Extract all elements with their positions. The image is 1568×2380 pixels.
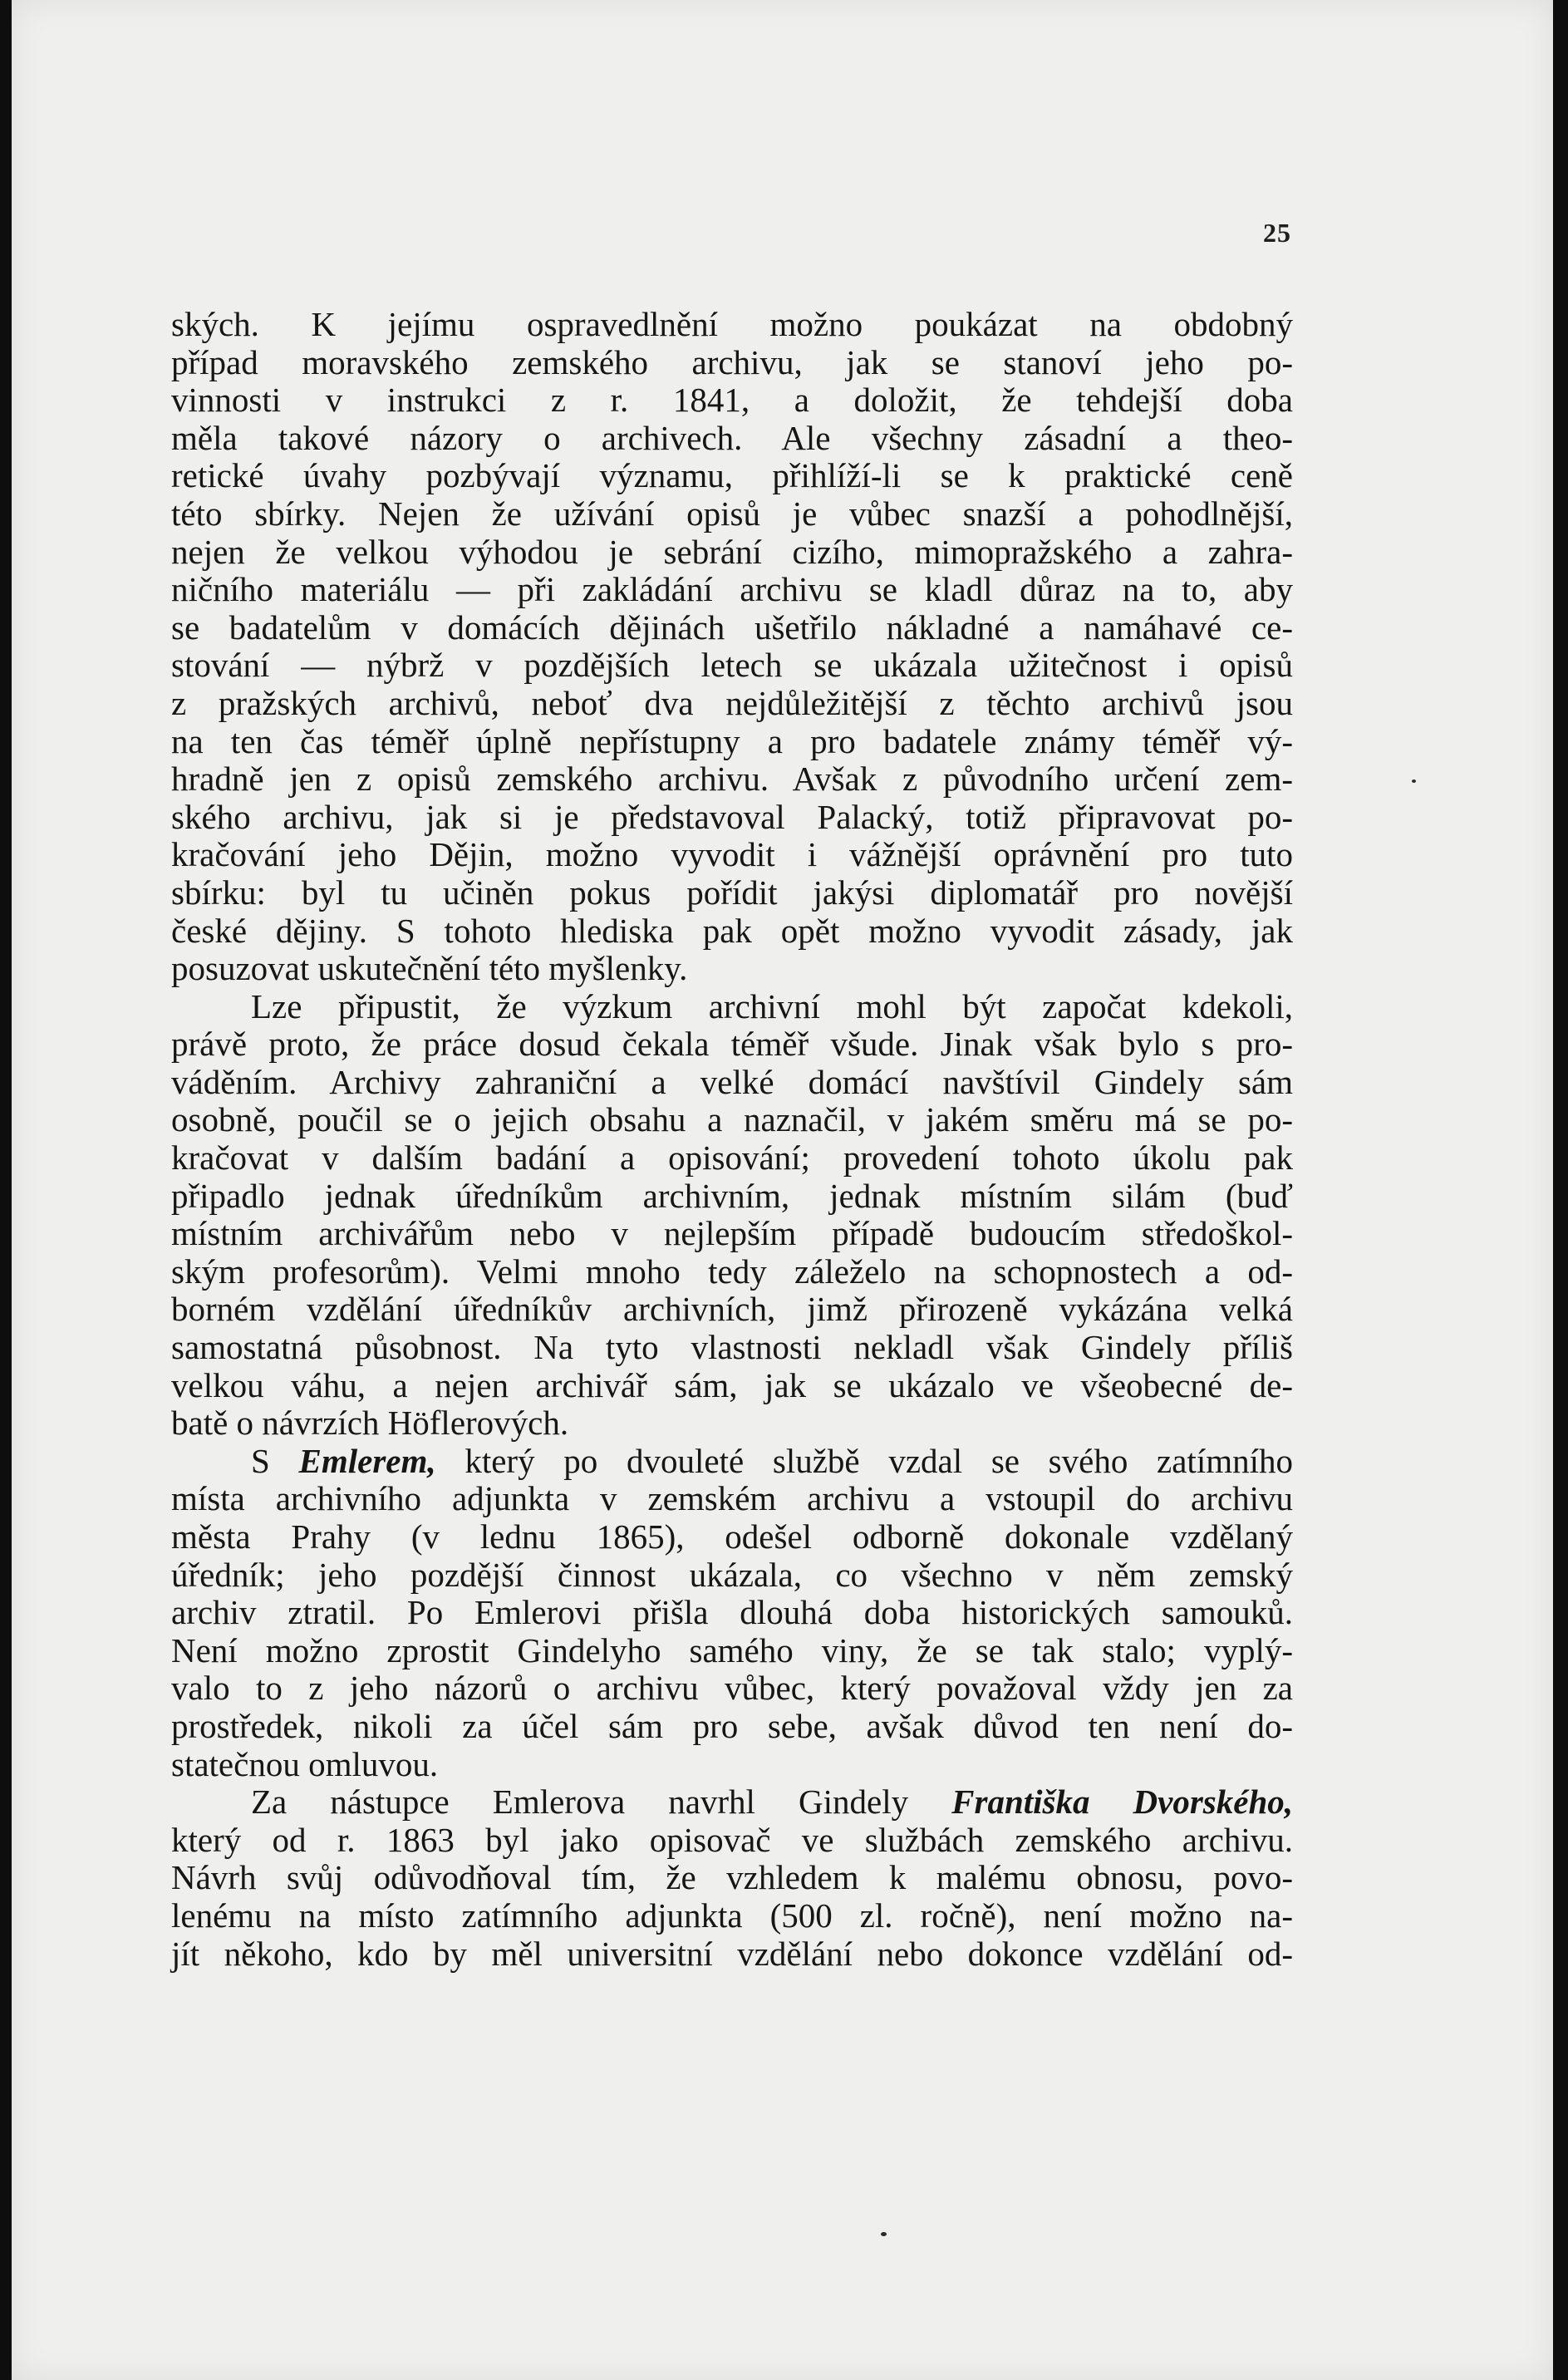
line-rest: který po dvouleté službě vzdal se svého zatímního — [435, 1441, 1293, 1480]
text-line: místním archivářům nebo v nejlepším případě budoucím středoškol- — [171, 1214, 1293, 1253]
text-line: právě proto, že práce dosud čekala téměř všude. Jinak však bylo s pro- — [171, 1025, 1293, 1064]
text-line: měla takové názory o archivech. Ale všechny zásadní a theo- — [171, 418, 1293, 457]
text-line: hradně jen z opisů zemského archivu. Avšak z původního určení zem- — [171, 760, 1293, 799]
text-line: osobně, poučil se o jejich obsahu a naznačil, v jakém směru má se po- — [171, 1100, 1293, 1139]
text-line: ským profesorům). Velmi mnoho tedy záleželo na schopnostech a od- — [171, 1251, 1293, 1291]
text-line: Návrh svůj odůvodňoval tím, že vzhledem k malému obnosu, povo- — [171, 1858, 1293, 1897]
line-start: Za nástupce Emlerova navrhl Gindely — [251, 1783, 952, 1822]
text-line: borném vzdělání úředníkův archivních, jimž přirozeně vykázána velká — [171, 1290, 1293, 1329]
text-line — [171, 1783, 1293, 1822]
text-line: stování — nýbrž v pozdějších letech se ukázala užitečnost i opisů — [171, 646, 1293, 685]
text-line: statečnou omluvou. — [171, 1744, 439, 1783]
text-line: na ten čas téměř úplně nepřístupny a pro badatele známy téměř vý- — [171, 721, 1293, 760]
text-line: kračování jeho Dějin, možno vyvodit i vážnější oprávnění pro tuto — [171, 835, 1293, 874]
text-line: české dějiny. S tohoto hlediska pak opět možno vyvodit zásady, jak — [171, 911, 1293, 950]
text-line: posuzovat uskutečnění této myšlenky. — [171, 949, 688, 988]
body-text — [171, 306, 1293, 1973]
text-line: jít někoho, kdo by měl universitní vzdělání nebo dokonce vzdělání od- — [171, 1934, 1293, 1973]
paragraph-1 — [171, 306, 1293, 988]
text-line: ských. K jejímu ospravedlnění možno poukázat na obdobný — [171, 305, 1293, 343]
emphasized-name: Emlerem, — [298, 1441, 436, 1480]
scan-speck — [1412, 779, 1416, 783]
text-line: případ moravského zemského archivu, jak se stanoví jeho po- — [171, 342, 1293, 381]
text-line: retické úvahy pozbývají významu, přihlíží-li se k praktické ceně — [171, 456, 1293, 495]
text-line: batě o návrzích Höflerových. — [171, 1404, 569, 1443]
text-line — [171, 1443, 1293, 1481]
text-line: Lze připustit, že výzkum archivní mohl být započat kdekoli, — [251, 986, 1293, 1025]
text-line: velkou váhu, a nejen archivář sám, jak se ukázalo ve všeobecné de- — [171, 1365, 1293, 1404]
emphasized-name: Františka Dvorského, — [951, 1783, 1294, 1822]
text-line: prostředek, nikoli za účel sám pro sebe, avšak důvod ten není do- — [171, 1706, 1293, 1745]
text-line: archiv ztratil. Po Emlerovi přišla dlouhá doba historických samouků. — [171, 1593, 1293, 1632]
text-line: připadlo jednak úředníkům archivním, jednak místním silám (buď — [171, 1176, 1293, 1215]
paragraph-4 — [171, 1783, 1293, 1973]
text-line: ničního materiálu — při zakládání archivu se kladl důraz na to, aby — [171, 570, 1293, 609]
text-line: ského archivu, jak si je představoval Palacký, totiž připravovat po- — [171, 797, 1293, 836]
text-line: valo to z jeho názorů o archivu vůbec, který považoval vždy jen za — [171, 1669, 1293, 1708]
text-line: který od r. 1863 byl jako opisovač ve službách zemského archivu. — [171, 1820, 1293, 1859]
text-line: vinnosti v instrukci z r. 1841, a doložit, že tehdejší doba — [171, 381, 1293, 420]
paragraph-3 — [171, 1443, 1293, 1783]
text-line: sbírku: byl tu učiněn pokus pořídit jakýsi diplomatář pro novější — [171, 873, 1293, 912]
text-line: této sbírky. Nejen že užívání opisů je vůbec snazší a pohodlnější, — [171, 494, 1293, 533]
text-line: kračovat v dalším badání a opisování; provedení tohoto úkolu pak — [171, 1138, 1293, 1178]
scanned-page — [12, 0, 1553, 2380]
paragraph-2 — [171, 988, 1293, 1443]
line-start: S — [251, 1441, 299, 1480]
text-line: místa archivního adjunkta v zemském archivu a vstoupil do archivu — [171, 1479, 1293, 1518]
text-line: Není možno zprostit Gindelyho samého viny, že se tak stalo; vyplý- — [171, 1630, 1293, 1669]
text-line: se badatelům v domácích dějinách ušetřilo nákladné a namáhavé ce- — [171, 607, 1293, 647]
text-line: úředník; jeho pozdější činnost ukázala, co všechno v něm zemský — [171, 1555, 1293, 1594]
text-line: samostatná působnost. Na tyto vlastnosti nekladl však Gindely příliš — [171, 1328, 1293, 1367]
page-number: 25 — [1263, 218, 1291, 248]
scan-speck — [881, 2232, 887, 2236]
text-line: z pražských archivů, neboť dva nejdůležitější z těchto archivů jsou — [171, 683, 1293, 722]
text-line: města Prahy (v lednu 1865), odešel odborně dokonale vzdělaný — [171, 1517, 1293, 1556]
text-line: nejen že velkou výhodou je sebrání cizího, mimopražského a zahra- — [171, 532, 1293, 571]
text-line: váděním. Archivy zahraniční a velké domácí navštívil Gindely sám — [171, 1062, 1293, 1101]
text-line: lenému na místo zatímního adjunkta (500 zl. ročně), není možno na- — [171, 1896, 1293, 1935]
